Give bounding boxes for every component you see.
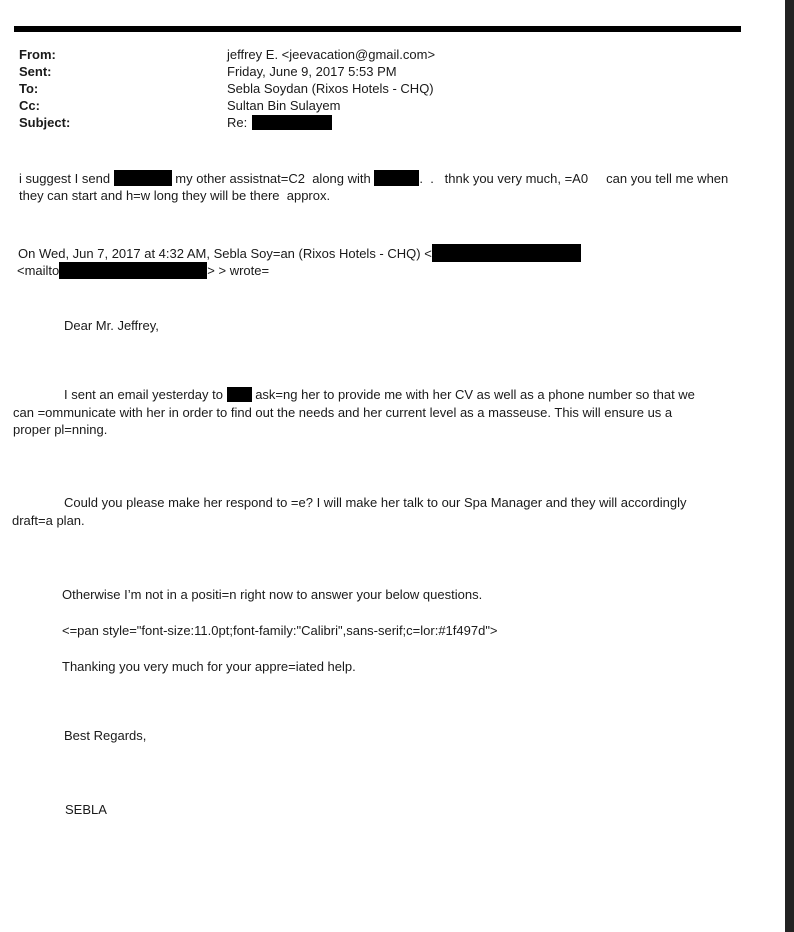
header-row-subject — [19, 114, 435, 131]
body-text: ask=ng her to provide me with her CV as well as a phone number so that we — [251, 387, 695, 402]
header-row-to — [19, 80, 435, 97]
body-line-p3-2 — [13, 405, 672, 420]
body-text: I sent an email yesterday to — [64, 387, 227, 402]
header-value-cc: Sultan Bin Sulayem — [227, 98, 341, 113]
body-text: <=pan style="font-size:11.0pt;font-family:"Calibri",sans-serif;c=lor:#1f497d"> — [62, 623, 498, 638]
header-value-sent: Friday, June 9, 2017 5:53 PM — [227, 64, 397, 79]
header-label-sent: Sent: — [19, 64, 52, 79]
header-label-cc: Cc: — [19, 98, 40, 113]
body-text: On Wed, Jun 7, 2017 at 4:32 AM, Sebla Soy=an (Rixos Hotels - CHQ) < — [18, 246, 432, 261]
header-label-subject: Subject: — [19, 115, 71, 130]
email-header — [19, 46, 435, 131]
header-label-to: To: — [19, 81, 39, 96]
signature-line — [65, 802, 107, 817]
body-line-raw-html-artifact — [62, 623, 498, 638]
body-text: <mailto — [17, 263, 60, 278]
redaction-box-email — [432, 244, 581, 262]
body-line-p7 — [62, 659, 356, 674]
header-row-sent — [19, 63, 435, 80]
body-text: Best Regards, — [64, 728, 147, 743]
body-text: Otherwise I’m not in a positi=n right now to answer your below questions. — [62, 587, 483, 602]
body-line-p3-3 — [13, 422, 107, 437]
body-line-p1-1 — [19, 170, 728, 186]
body-text: . . thnk you very much, =A0 can you tell me when — [419, 171, 729, 186]
header-label-from: From: — [19, 47, 56, 62]
header-value-from: jeffrey E. <jeevacation@gmail.com> — [227, 47, 436, 62]
redaction-box-name — [227, 387, 252, 402]
redaction-box-subject — [252, 115, 332, 130]
body-text: Dear Mr. Jeffrey, — [64, 318, 159, 333]
body-text: i suggest I send — [19, 171, 114, 186]
body-line-p1-2 — [19, 188, 330, 203]
header-value-to: Sebla Soydan (Rixos Hotels - CHQ) — [227, 81, 434, 96]
header-row-cc — [19, 97, 435, 114]
body-text: > > wrote= — [207, 263, 270, 278]
body-line-quote-attrib-1 — [18, 244, 581, 262]
redaction-box — [374, 170, 419, 186]
right-scan-edge-bar — [785, 0, 794, 932]
redaction-box-mailto — [59, 262, 207, 279]
body-line-p4-1 — [64, 495, 687, 510]
body-text: my other assistnat=C2 along with — [171, 171, 375, 186]
body-text: Could you please make her respond to =e? I will make her talk to our Spa Manager and they will accordingly — [64, 495, 687, 510]
body-text: can =ommunicate with her in order to find out the needs and her current level as a masseuse. This will ensure us a — [13, 405, 673, 420]
body-line-p4-2 — [12, 513, 85, 528]
body-line-p3-1 — [64, 387, 695, 402]
top-divider-bar — [14, 26, 741, 32]
body-line-quote-attrib-2 — [17, 262, 269, 279]
closing-line — [64, 728, 146, 743]
body-text: SEBLA — [65, 802, 107, 817]
redaction-box — [114, 170, 172, 186]
body-text: Thanking you very much for your appre=iated help. — [62, 659, 356, 674]
body-text: draft=a plan. — [12, 513, 85, 528]
header-value-subject: Re: — [227, 115, 248, 130]
body-text: proper pl=nning. — [13, 422, 108, 437]
header-row-from — [19, 46, 435, 63]
greeting-line — [64, 318, 159, 333]
body-line-p5 — [62, 587, 482, 602]
body-text: they can start and h=w long they will be there approx. — [19, 188, 331, 203]
